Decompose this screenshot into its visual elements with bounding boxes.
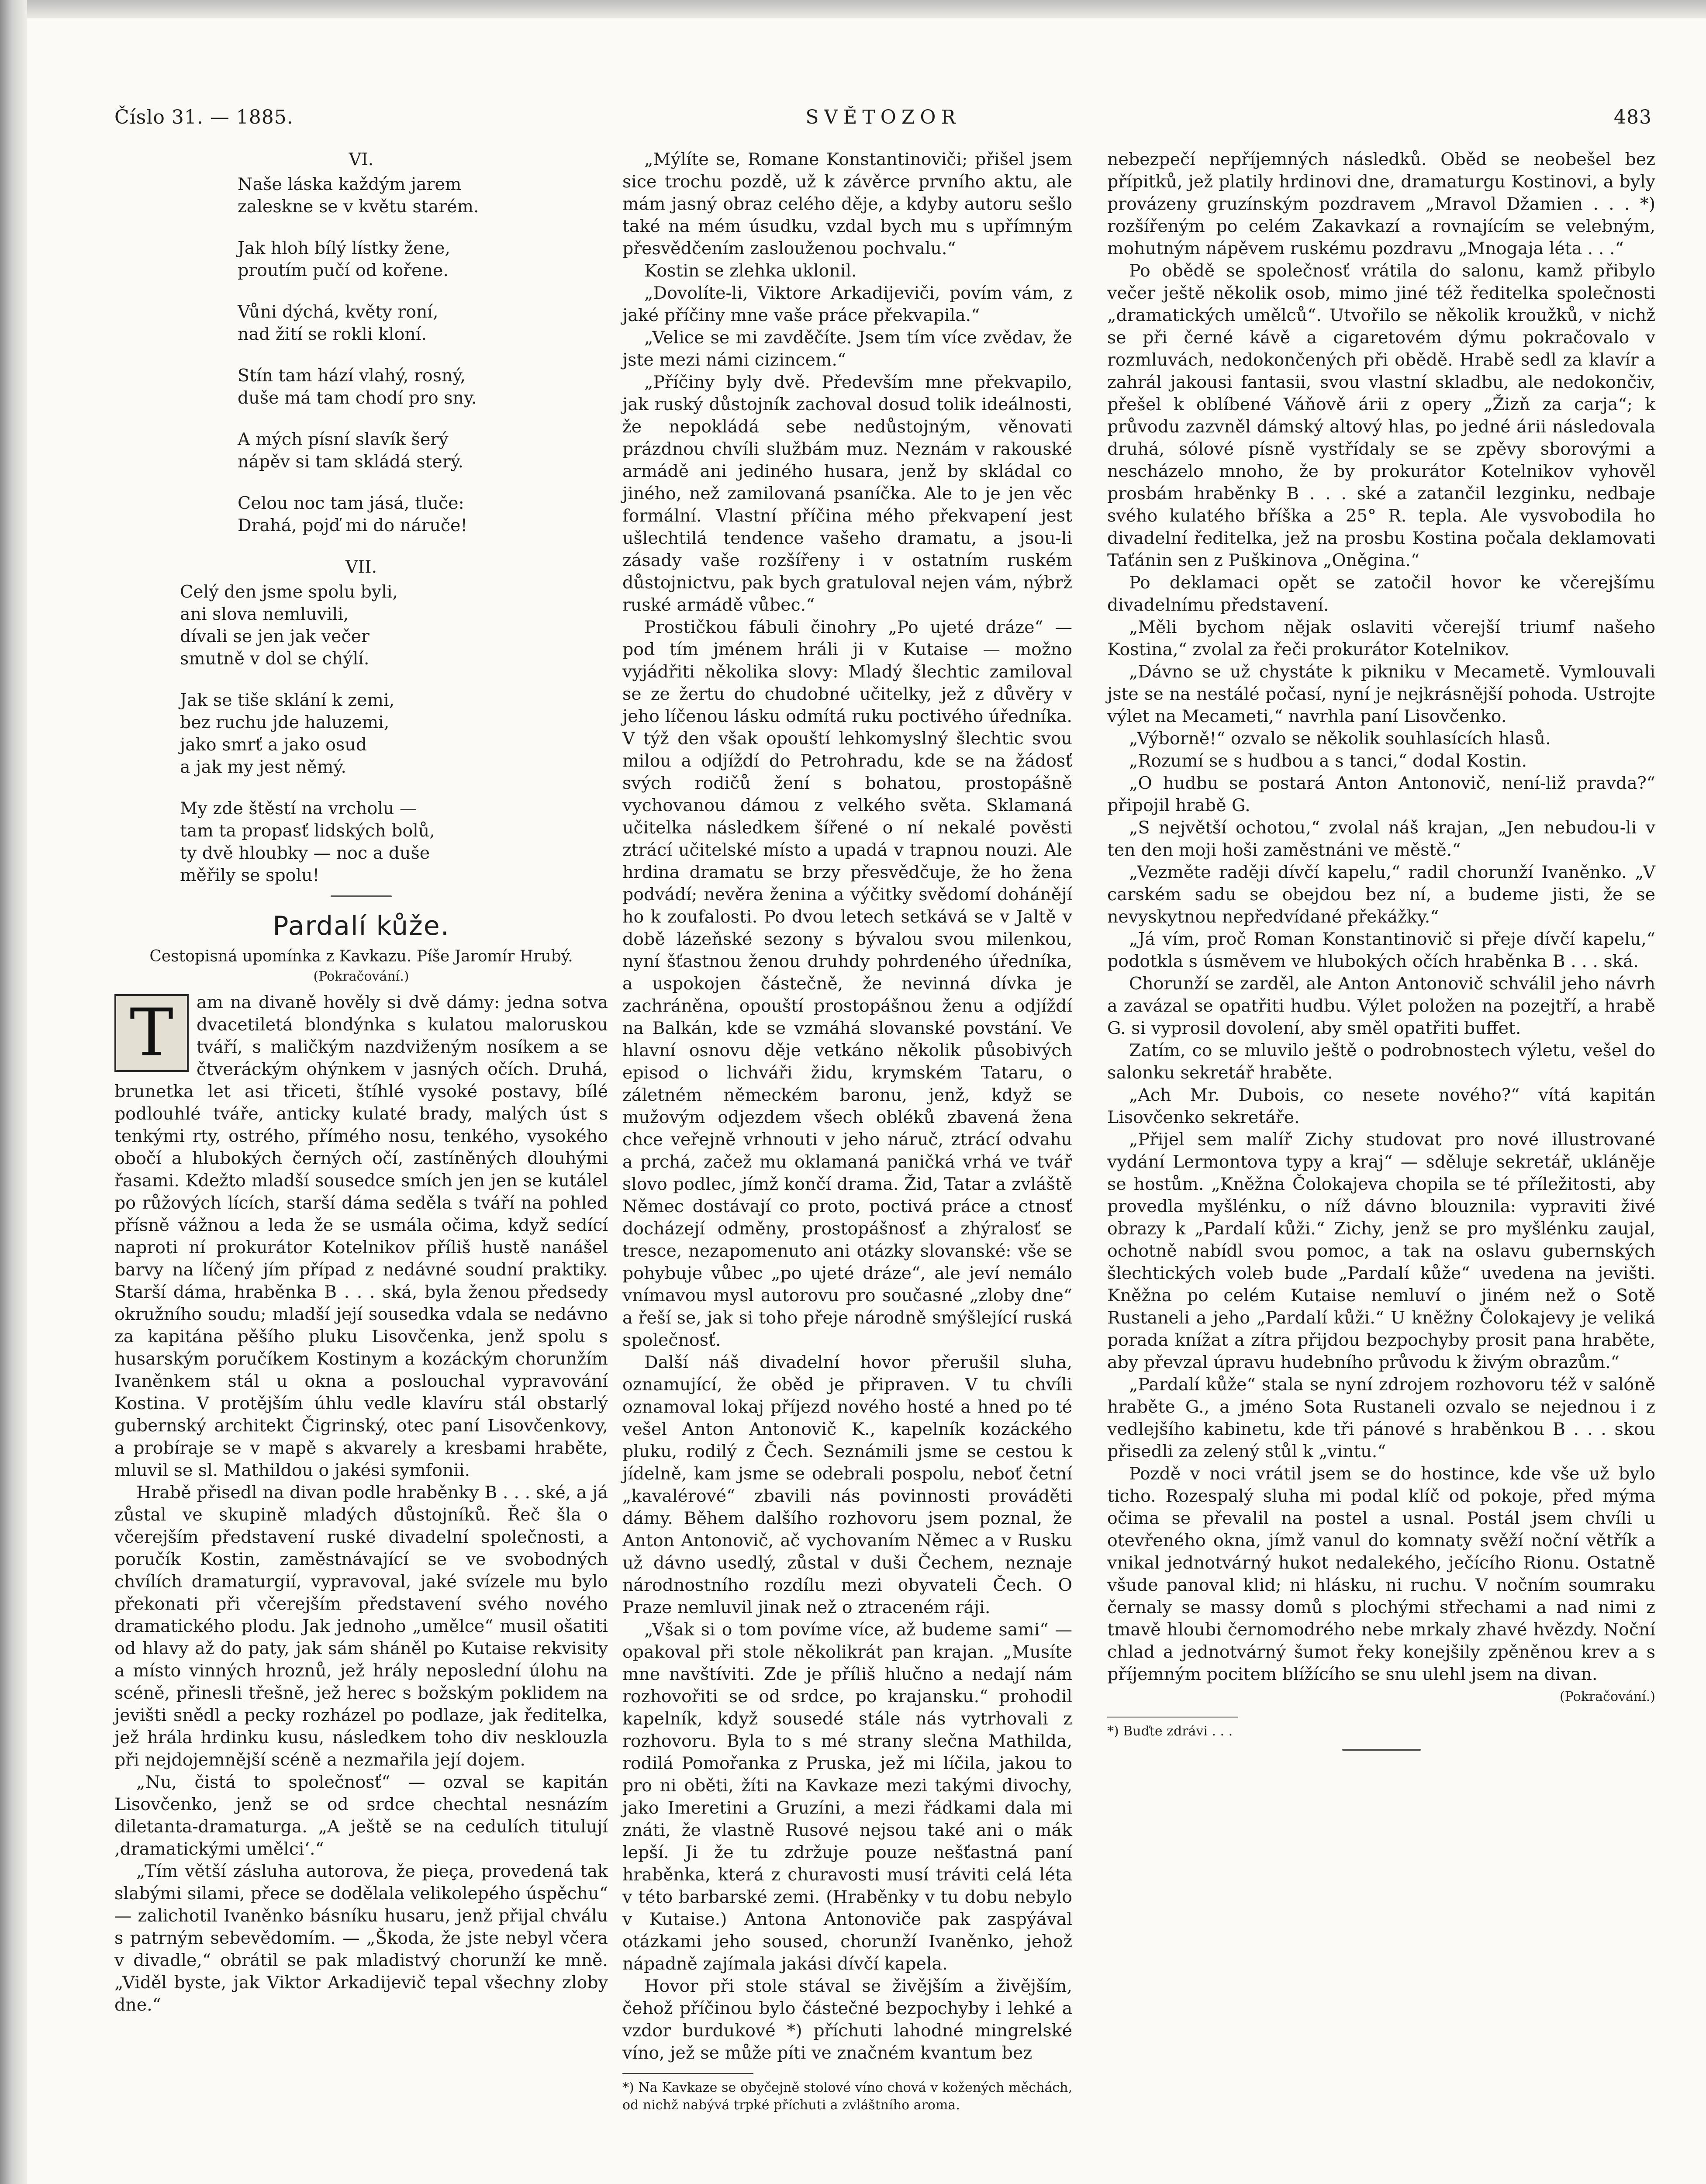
poem-line: ty dvě hloubky — noc a duše bbox=[180, 843, 430, 863]
page-header bbox=[114, 106, 1652, 132]
poem-line: zaleskne se v květu starém. bbox=[238, 197, 479, 217]
poem-line: nad žití se rokli kloní. bbox=[238, 324, 427, 344]
article-paragraph: „Pardalí kůže“ stala se nyní zdrojem rozhovoru též v salóně hraběte G., a jméno Sota Rustaneli ozvalo se nejednou i z vedlejšího kabinetu, kde tři pánové s hraběnkou B . . . skou přisedli za zelený stůl k „vintu.“ bbox=[1107, 1375, 1655, 1462]
article-paragraph: „Já vím, proč Roman Konstantinovič si přeje dívčí kapelu,“ podotkla s úsměvem ve hlubokých očích hraběnka B . . . ská. bbox=[1107, 929, 1655, 971]
poem-part-number: VI. bbox=[349, 149, 374, 169]
poem-part-number: VII. bbox=[345, 557, 377, 577]
article-paragraph: Po deklamaci opět se zatočil hovor ke včerejšímu divadelnímu představení. bbox=[1107, 573, 1655, 615]
article-paragraph: „Výborně!“ ozvalo se několik souhlasících hlasů. bbox=[1129, 729, 1551, 749]
poem-stanza bbox=[180, 581, 608, 670]
article-paragraph: Prostičkou fábuli činohry „Po ujeté dráze“ — pod tím jménem hráli ji v Kutaise — možno vyjádřiti několika slovy: Mladý šlechtic zamiloval se ze žertu do chudobné učitelky, jež z důvěry v jeho líčenou lásku odmítá ruku poctivého úředníka. V týž den však opouští lehkomyslný šlechtic svou milou a odjíždí do Petrohradu, kde se na žádosť svých rodičů žení s bohatou, prostopášně vychovanou dámou z velkého světa. Sklamaná učitelka následkem šířené o ní nekalé pověsti ztrácí učitelské místo a upadá v trapnou nouzi. Ale hrdina dramatu se brzy přesvědčuje, že ho žena podvádí; nevěra ženina a výčitky svědomí dohánějí ho k zoufalosti. Po dvou letech setkává se v Jaltě v době lázeňské sezony s bývalou svou milenkou, nyní šťastnou ženou druhdy pohrdeného úředníka, a uspokojen částečně, že nevinná dívka je zachráněna, opouští prostopášnou ženu a odjíždí na Balkán, kde se vzmáhá slovanské povstání. Ve hlavní osnovu děje vetkáno několik působivých episod o lichváři židu, krymském Tataru, o záletném německém baronu, jenž, když se mužovým odjezdem všech obléků zbavená žena chce veřejně vrhnouti v jeho náruč, ztrácí odvahu a prchá, začež mu oklamaná paničká vrhá ve tvář slovo podlec, jímž končí drama. Žid, Tatar a zvláště Němec dostávají co proto, poctivá práce a ctnosť docházejí odměny, prostopášnosť a zhýralosť se tresce, nezapomenuto ani otázky slovanské: vše se pohybuje vůbec „po ujeté dráze“, ale jeví nemálo vnímavou mysl autorovu pro současné „zloby dne“ a řeší se, jak si toho přeje národně smýšlející ruská společnosť. bbox=[622, 617, 1072, 1350]
footnote: *) Na Kavkaze se obyčejně stolové víno chová v kožených měchách, od nichž nabývá trpké příchuti a zvláštního aroma. bbox=[622, 2080, 1072, 2113]
column-3 bbox=[1107, 149, 1655, 1762]
poem-stanza bbox=[238, 492, 608, 537]
article-paragraph: „Mýlíte se, Romane Konstantinoviči; přišel jsem sice trochu pozdě, už k závěrce prvního aktu, ale mám jasný obraz celého děje, a kdyby autoru sešlo také na mém úsudku, vzdal bych mu s upřímným přesvědčením zaslouženou pochvalu.“ bbox=[622, 149, 1072, 259]
poem-stanza bbox=[238, 237, 608, 282]
drop-cap: T bbox=[114, 994, 189, 1072]
article-paragraph: „Přijel sem malíř Zichy studovat pro nové illustrované vydání Lermontova typy a kraj“ — sděluje sekretář, ukláněje se hostům. „Kněžna Čolokajeva chopila se té příležitosti, aby provedla myšlénku, o níž dávno blouznila: vypraviti živé obrazy k „Pardalí kůži.“ Zichy, jenž se pro myšlénku zaujal, ochotně nabídl svou pomoc, a tak na oslavu gubernských šlechtických voleb bude „Pardalí kůže“ uvedena na jevišti. Kněžna po celém Kutaise nemluví o jiném než o Sotě Rustaneli a jeho „Pardalí kůži.“ U kněžny Čolokajevy je veliká porada knížat a zítra přijdou bezpochyby prosit pana hraběte, aby převzal úpravu hudebního průvodu k živým obrazům.“ bbox=[1107, 1130, 1655, 1372]
article-paragraph: Hovor při stole stával se živějším a živějším, čehož příčinou bylo částečné bezpochyby i lehké a vzdor burdukové *) příchuti lahodné mingrelské víno, jež se může píti ve značném kvantum bez bbox=[622, 1976, 1072, 2063]
poem-line: smutně v dol se chýlí. bbox=[180, 649, 370, 669]
article-paragraph: „Vezměte raději dívčí kapelu,“ radil chorunží Ivaněnko. „V carském sadu se obejdou bez ní, a budeme jisti, že se nevyskytnou nepředvídané překážky.“ bbox=[1107, 862, 1655, 927]
end-divider bbox=[1342, 1749, 1421, 1751]
article-paragraph: Zatím, co se mluvilo ještě o podrobnostech výletu, vešel do salonku sekretář hraběte. bbox=[1107, 1040, 1655, 1083]
issue-date: Číslo 31. — 1885. bbox=[114, 106, 294, 128]
page-top-edge bbox=[27, 0, 1706, 18]
article-paragraph: „O hudbu se postará Anton Antonovič, není-liž pravda?“ připojil hrabě G. bbox=[1107, 773, 1655, 816]
article-paragraph: „Měli bychom nějak oslaviti včerejší triumf našeho Kostina,“ zvolal za řeči prokurátor Kotelnikov. bbox=[1107, 617, 1655, 660]
article-paragraph: „Dovolíte-li, Viktore Arkadijeviči, povím vám, z jaké příčiny mne vaše práce překvapila.“ bbox=[622, 283, 1072, 325]
poem-line: Naše láska každým jarem bbox=[238, 174, 462, 194]
poem-line: Celou noc tam jásá, tluče: bbox=[238, 493, 464, 513]
masthead: SVĚTOZOR bbox=[805, 106, 961, 128]
article-paragraph: „S největší ochotou,“ zvolal náš krajan, „Jen nebudou-li v ten den moji hoši zaměstnáni ve městě.“ bbox=[1107, 818, 1655, 860]
poem-line: My zde štěstí na vrcholu — bbox=[180, 798, 417, 819]
column-1 bbox=[114, 149, 608, 2016]
article-paragraph: „Dávno se už chystáte k pikniku v Mecametě. Vymlouvali jste se na nestálé počasí, nyní je nejkrásnější pohoda. Ustrojte výlet na Mecameti,“ navrhla paní Lisovčenko. bbox=[1107, 662, 1655, 726]
article-subtitle: Cestopisná upomínka z Kavkazu. Píše Jaromír Hrubý. bbox=[149, 947, 573, 965]
article-paragraph: „Velice se mi zavděčíte. Jsem tím více zvědav, že jste mezi námi cizincem.“ bbox=[622, 328, 1072, 370]
section-divider bbox=[331, 895, 392, 897]
poem-line: měřily se spolu! bbox=[180, 865, 320, 885]
poem-stanza bbox=[238, 173, 608, 218]
article-paragraph: Pozdě v noci vrátil jsem se do hostince, kde vše už bylo ticho. Rozespalý sluha mi podal klíč od pokoje, před mýma očima se převalil na postel a usnal. Postál jsem chvíli u otevřeného okna, jímž vanul do komnaty svěží noční větřík a vnikal jednotvárný hukot nedalekého, ječícího Rionu. Ostatně všude panoval klid; ni hlásku, ni ruchu. V nočním soumraku černaly se massy domů s plochými střechami a nad nimi z tmavě hloubi černomodrého nebe mrkaly zhavé hvězdy. Noční chlad a jednotvárný šumot řeky konejšily zpěněnou krev a s příjemným pocitem blížícího se snu ulehl jsem na divan. bbox=[1107, 1464, 1655, 1684]
poem-stanza bbox=[180, 689, 608, 778]
article-paragraph: „Tím větší zásluha autorova, že pieça, provedená tak slabými silami, přece se dodělala velikolepého úspěchu“ — zalichotil Ivaněnko básníku husaru, jenž přijal chválu s patrným sebevědomím. — „Škoda, že jste nebyl včera v divadle,“ obrátil se pak mladistvý chorunží ke mně. „Viděl byste, jak Viktor Arkadijevič tepal všechny zloby dne.“ bbox=[114, 1861, 608, 2015]
article-paragraph: Kostin se zlehka uklonil. bbox=[644, 261, 857, 281]
column-2 bbox=[622, 149, 1072, 2114]
article-paragraph: Po obědě se společnosť vrátila do salonu, kamž přibylo večer ještě několik osob, mimo jiné též ředitelka společnosti „dramatických umělců“. Utvořilo se několik kroužků, v nichž se při černé kávě a cigaretovém dýmu pokračovalo v rozmluvách, nedokončených při obědě. Hrabě sedl za klavír a zahrál jakousi fantasii, svou vlastní skladbu, ale nedokončiv, přešel k oblíbené Váňově árii z opery „Žizň za carja“; k průvodu zazvněl dámský altový hlas, po jedné árii následovala druhá, sólové písně vystřídaly se se zpěvy sborovými a nescházelo mnoho, že by prokurátor Kotelnikov vyhověl prosbám hraběnky B . . . ské a zatančil lezginku, nedbaje svého kulatého bříška a 25° R. tepla. Ale vysvobodila ho divadelní ředitelka, jež na prosbu Kostina počala deklamovati Taťánin sen z Puškinova „Oněgina.“ bbox=[1107, 261, 1655, 570]
poem-line: Vůni dýchá, květy roní, bbox=[238, 302, 439, 322]
article-paragraph: Další náš divadelní hovor přerušil sluha, oznamující, že oběd je připraven. V tu chvíli oznamoval lokaj příjezd nového hosté a hned po té vešel Anton Antonovič K., kapelník kozáckého pluku, rodilý z Čech. Seznámili jsme se cestou k jídelně, kam jsme se odebrali pospolu, neboť četní „kavalérové“ zbavili nás povinnosti prováděti dámy. Během dalšího rozhovoru jsem poznal, že Anton Antonovič, ač vychovaním Němec a v Rusku už dávno usedlý, zůstal v duši Čechem, neznaje národnostního rozdílu mezi obyvateli Čech. O Praze nemluvil jinak než o ztraceném ráji. bbox=[622, 1352, 1072, 1617]
poem-line: proutím pučí od kořene. bbox=[238, 260, 449, 280]
page-gutter-shadow bbox=[0, 0, 27, 2184]
article-paragraph: „Nu, čistá to společnosť“ — ozval se kapitán Lisovčenko, jenž se od srdce chechtal nesnázím diletanta-dramaturga. „A ještě se na cedulích titulují ‚dramatickými umělci‘.“ bbox=[114, 1772, 608, 1859]
footnote: *) Buďte zdrávi . . . bbox=[1107, 1724, 1233, 1739]
article-title: Pardalí kůže. bbox=[273, 911, 450, 941]
poem-line: nápěv si tam skládá sterý. bbox=[238, 452, 464, 472]
poem-line: dívali se jen jak večer bbox=[180, 626, 370, 646]
poem-stanza bbox=[238, 429, 608, 473]
poem-line: A mých písní slavík šerý bbox=[238, 429, 449, 449]
poem-line: Stín tam hází vlahý, rosný, bbox=[238, 366, 466, 386]
page-number: 483 bbox=[1614, 106, 1652, 128]
continued-note: (Pokračování.) bbox=[1560, 1689, 1655, 1704]
paragraph-text: am na divaně hověly si dvě dámy: jedna sotva dvacetiletá blondýnka s kulatou maloruskou tváří, s maličkým nazdviženým nosíkem a se čtveráckým ohýnkem v jasných očích. Druhá, brunetka let asi třiceti, štíhlé vysoké postavy, bílé podlouhlé tváře, anticky kulaté brady, malých úst s tenkými rty, ostrého, přímého nosu, tenkého, vysokého obočí a hlubokých černých očí, zastíněných dlouhými řasami. Kdežto mladší sousedce smích jen jen se kutálel po růžových lících, starší dáma seděla s tváří na pohled přísně vážnou a leda že se usmála očima, když sedící naproti ní prokurátor Kotelnikov příliš hustě nanášel barvy na líčený jím případ z nedávné soudní praktiky. Starší dáma, hraběnka B . . . ská, byla ženou předsedy okružního soudu; mladší její sousedka vdala se nedávno za kapitána pěšího pluku Lisovčenka, jenž spolu s husarským poručíkem Kostinym a kozáckým chorunžím Ivaněnkem stál u okna a poslouchal vypravování Kostina. V protějším úhlu vedle klavíru stál obstarlý gubernský architekt Čigrinský, otec paní Lisovčenkovy, a probíraje se v mapě s akvarely a kresbami hraběte, mluvil se sl. Mathildou o jakési symfonii. bbox=[114, 992, 608, 1480]
article-paragraph: „Však si o tom povíme více, až budeme sami“ — opakoval při stole několikrát pan krajan. „Musíte mne navštíviti. Zde je příliš hlučno a nedají nám rozhovořiti se od srdce, po krajansku.“ prohodil kapelník, když sousedé stále nás vytrhovali z rozhovoru. Byla to s mé strany slečna Mathilda, rodilá Pomořanka z Pruska, jež mi líčila, jakou to pro ni oběti, žíti na Kavkaze mezi takými divochy, jako Imeretini a Gruzíni, a mezi řádkami dala mi znáti, že vlastně Rusové nejsou také ani o mák lepší. Ji že tu zdržuje pouze nešťastná paní hraběnka, která z churavosti musí tráviti celá léta v této barbarské zemi. (Hraběnky v tu dobu nebylo v Kutaise.) Antona Antonoviče pak zaspýával otázkami jeho soused, chorunží Ivaněnko, jehož nápadně zajímala jakási dívčí kapela. bbox=[622, 1620, 1072, 1974]
continued-note: (Pokračování.) bbox=[313, 969, 409, 984]
poem-line: duše má tam chodí pro sny. bbox=[238, 388, 477, 408]
article-paragraph: „Příčiny byly dvě. Především mne překvapilo, jak ruský důstojník zachoval dosud tolik ideálnosti, že nepokládá sebe nedůstojným, věnovati prázdnou chvíli službám muz. Neznám v rakouské armádě ani jediného husara, jenž by skládal co jiného, než zamilovaná psaníčka. Ale to je jen věc formální. Vlastní příčina mého překvapení jest ušlechtilá tendence vašeho dramatu, a jsou-li zásady vaše rozšířeny i v ostatním ruském důstojnictvu, pak bych gratuloval nejen vám, nýbrž ruské armádě vůbec.“ bbox=[622, 372, 1072, 615]
poem-stanza bbox=[238, 365, 608, 409]
poem-line: Jak hloh bílý lístky žene, bbox=[238, 238, 450, 258]
poem-line: Jak se tiše sklání k zemi, bbox=[180, 690, 395, 710]
article-paragraph: Chorunží se zarděl, ale Anton Antonovič schválil jeho návrh a zavázal se opatřiti hudbu. Výlet položen na pozejtří, a hrabě G. si vyprosil dovolení, aby směl opatřiti buffet. bbox=[1107, 974, 1655, 1038]
article-paragraph: „Ach Mr. Dubois, co nesete nového?“ vítá kapitán Lisovčenko sekretáře. bbox=[1107, 1085, 1655, 1127]
article-paragraph: Hrabě přisedl na divan podle hraběnky B . . . ské, a já zůstal ve skupině mladých důstojníků. Řeč šla o včerejším představení ruské divadelní společnosti, a poručík Kostin, zaměstnávající se ve svobodných chvílích dramaturgií, vypravoval, jaké svízele mu bylo překonati při včerejším představení svého nového dramatického plodu. Jak jednoho „umělce“ musil ošatiti od hlavy až do paty, jak sám sháněl po Kutaise rekvisity a místo vinných hroznů, jež hrály neposlední úlohu na scéně, přinesli třešně, jež herec s božským poklidem na jevišti snědl a pecky rozházel po podlaze, jak ředitelka, jež hrála hrdinku kusu, následkem toho div nesklouzla při nejdojemnější scéně a nezmařila její dojem. bbox=[114, 1482, 608, 1770]
footnote-rule bbox=[622, 2073, 753, 2074]
poem-line: jako smrť a jako osud bbox=[180, 735, 367, 755]
poem-line: tam ta propasť lidských bolů, bbox=[180, 821, 435, 841]
poem-line: Drahá, pojď mi do náruče! bbox=[238, 515, 468, 536]
article-paragraph bbox=[114, 992, 608, 1482]
article-paragraph: „Rozumí se s hudbou a s tanci,“ dodal Kostin. bbox=[1129, 751, 1527, 771]
poem-stanza bbox=[238, 301, 608, 346]
article-paragraph: nebezpečí nepříjemných následků. Oběd se neobešel bez přípitků, jež platily hrdinovi dne, dramaturgu Kostinovi, a byly provázeny gruzínským pozdravem „Mravol Džamien . . . *) rozšířeným po celém Zakavkazí a rovnajícím se velebným, mohutným nápěvem ruskému pozdravu „Mnogaja léta . . .“ bbox=[1107, 149, 1655, 259]
poem-line: bez ruchu jde haluzemi, bbox=[180, 712, 390, 733]
poem-stanza bbox=[180, 798, 608, 887]
poem-line: Celý den jsme spolu byli, bbox=[180, 582, 398, 602]
poem-line: ani slova nemluvili, bbox=[180, 604, 349, 624]
poem-line: a jak my jest němý. bbox=[180, 757, 346, 777]
